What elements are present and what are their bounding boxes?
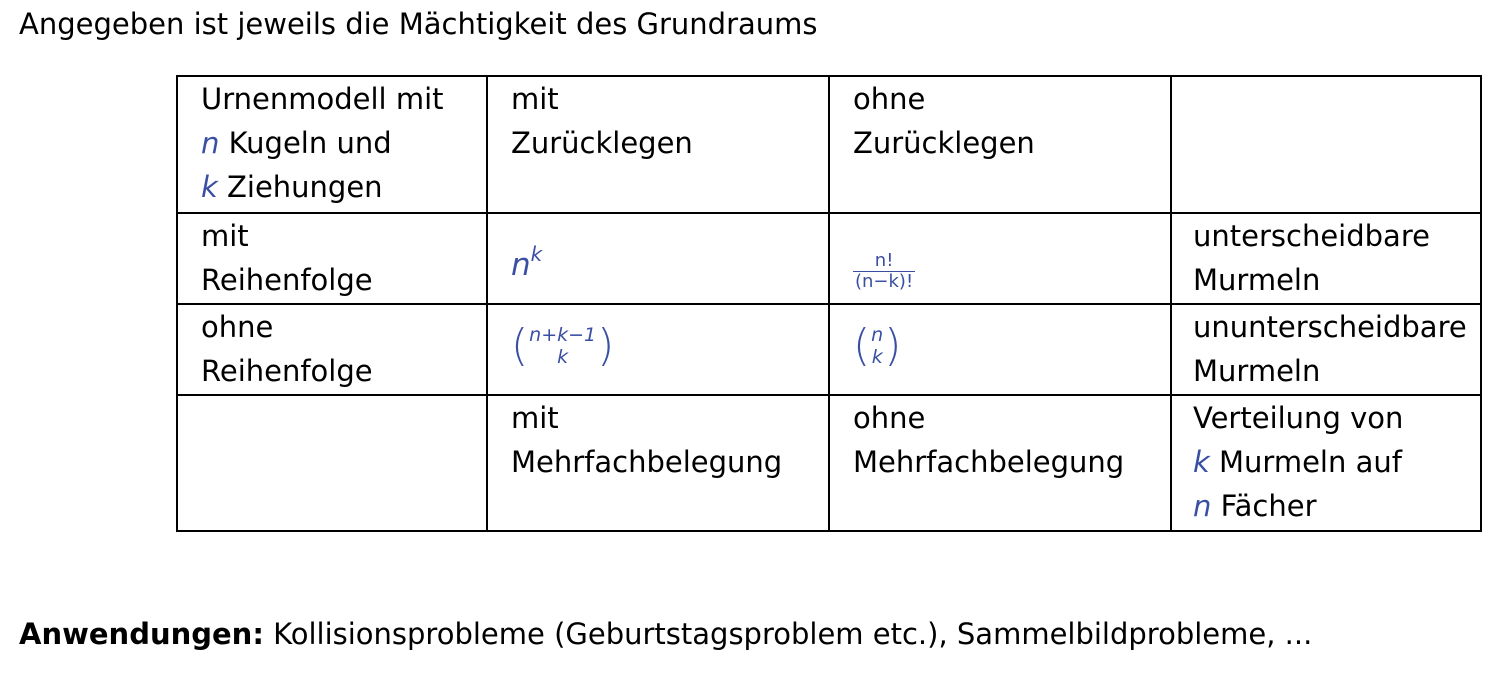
var-k: k [201, 170, 218, 204]
var-n: n [1193, 489, 1212, 523]
corner-line3: Ziehungen [227, 170, 383, 204]
binom-bottom: k [871, 346, 883, 368]
var-n: n [201, 126, 220, 160]
row-label-ohne-reihenfolge: ohne Reihenfolge [177, 304, 487, 395]
corner-cell [177, 76, 487, 213]
col-header-mit-zuruecklegen: mit Zurücklegen [487, 76, 829, 213]
var-k: k [1193, 445, 1210, 479]
bottom-right-verteilung: Verteilung von k Murmeln auf n Fächer [1171, 395, 1481, 531]
corner-line2: Kugeln und [228, 126, 392, 160]
row-label-mit-reihenfolge: mit Reihenfolge [177, 213, 487, 304]
applications-note [19, 614, 1312, 654]
binom-top: n [871, 324, 884, 346]
table-row-ohne-reihenfolge [177, 304, 1481, 395]
applications-text: Kollisionsprobleme (Geburtstagsproblem etc.), Sammelbildprobleme, ... [273, 617, 1313, 651]
right-label-unterscheidbar: unterscheidbare Murmeln [1171, 213, 1481, 304]
table-header-row [177, 76, 1481, 213]
formula-binomial-with-repetition: ( n+k−1 k ) [487, 304, 829, 395]
binom-top: n+k−1 [529, 324, 597, 346]
fraction-numerator: n! [874, 250, 894, 271]
corner-line1: Urnenmodell mit [201, 82, 444, 116]
formula-binomial: ( n k ) [829, 304, 1171, 395]
right-label-ununterscheidbar: ununterscheidbare Murmeln [1171, 304, 1481, 395]
formula-power: $n^k$ [487, 213, 829, 304]
applications-label: Anwendungen: [19, 617, 264, 651]
empty-header-cell [1171, 76, 1481, 213]
fraction-denominator: (n−k)! [855, 271, 914, 292]
bottom-ohne-mehrfachbelegung: ohne Mehrfachbelegung [829, 395, 1171, 531]
table-bottom-row [177, 395, 1481, 531]
table-row-mit-reihenfolge [177, 213, 1481, 304]
empty-bottom-cell [177, 395, 487, 531]
page-heading: Angegeben ist jeweils die Mächtigkeit des Grundraums [19, 7, 818, 41]
bottom-mit-mehrfachbelegung: mit Mehrfachbelegung [487, 395, 829, 531]
col-header-ohne-zuruecklegen: ohne Zurücklegen [829, 76, 1171, 213]
urn-model-table [176, 75, 1482, 532]
binom-bottom: k [557, 346, 569, 368]
formula-falling-factorial [829, 213, 1171, 304]
